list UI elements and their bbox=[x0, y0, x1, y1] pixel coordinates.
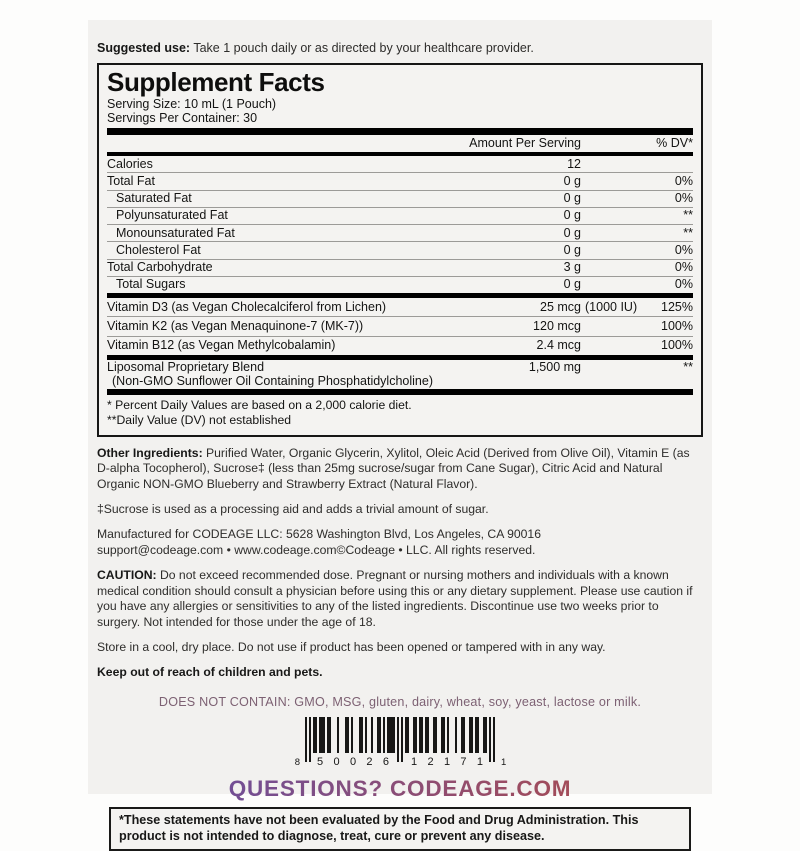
nutrient-amount: 120 mcg bbox=[533, 318, 581, 333]
svg-text:8: 8 bbox=[294, 756, 300, 768]
servings-per-container: Servings Per Container: 30 bbox=[107, 110, 258, 125]
table-row bbox=[107, 259, 693, 276]
barcode bbox=[97, 716, 703, 775]
nutrient-name: Total Carbohydrate bbox=[107, 260, 213, 275]
table-row bbox=[107, 207, 693, 224]
storage-note: Store in a cool, dry place. Do not use if product has been opened or tampered with in any way. bbox=[97, 640, 606, 655]
nutrient-amount: 0 g bbox=[563, 191, 581, 206]
svg-text:50026: 50026 bbox=[317, 755, 389, 768]
nutrient-name: Polyunsaturated Fat bbox=[116, 208, 228, 223]
nutrient-dv: 0% bbox=[674, 277, 693, 292]
svg-text:1: 1 bbox=[501, 756, 507, 768]
nutrient-name: Total Sugars bbox=[116, 277, 186, 292]
nutrient-amount: 0 g bbox=[563, 277, 581, 292]
nutrient-name: Saturated Fat bbox=[116, 191, 192, 206]
nutrient-dv: 125% bbox=[661, 299, 693, 314]
caution-text: Do not exceed recommended dose. Pregnant or nursing mothers and individuals with a known medical condition should consult a physician before using this or any dietary supplement. Please use caution if you have any allergies or sensitivities to any of the listed ingredients. Discontinue use two weeks prior to surgery. Not intended for those under the age of 18. bbox=[97, 567, 693, 630]
column-percent-dv: % DV* bbox=[581, 132, 693, 155]
serving-size: Serving Size: 10 mL (1 Pouch) bbox=[107, 96, 277, 111]
table-row bbox=[107, 336, 693, 357]
column-amount-per-serving: Amount Per Serving bbox=[451, 132, 581, 155]
table-row bbox=[107, 190, 693, 207]
suggested-use-text: Take 1 pouch daily or as directed by your healthcare provider. bbox=[190, 41, 534, 55]
table-row bbox=[107, 296, 693, 317]
nutrient-amount: 0 g bbox=[563, 225, 581, 240]
footnote-dv-not-established: **Daily Value (DV) not established bbox=[107, 413, 292, 428]
nutrient-sublabel: (Non-GMO Sunflower Oil Containing Phosphatidylcholine) bbox=[112, 373, 433, 388]
nutrient-dv: 0% bbox=[674, 191, 693, 206]
panel-title: Supplement Facts bbox=[107, 67, 325, 98]
nutrient-dv: 100% bbox=[661, 318, 693, 333]
facts-footnotes bbox=[107, 389, 693, 428]
nutrient-name: Total Fat bbox=[107, 173, 155, 188]
facts-header-row bbox=[107, 132, 693, 155]
table-row bbox=[107, 173, 693, 190]
manufacturer-info bbox=[97, 527, 703, 559]
suggested-use bbox=[97, 40, 703, 56]
nutrient-name: Vitamin B12 (as Vegan Methylcobalamin) bbox=[107, 338, 336, 353]
nutrient-name: Monounsaturated Fat bbox=[116, 225, 235, 240]
table-row bbox=[107, 242, 693, 259]
caution-label: CAUTION: bbox=[97, 567, 157, 582]
facts-table-body bbox=[107, 154, 693, 389]
facts-table bbox=[107, 128, 693, 389]
nutrient-name: Cholesterol Fat bbox=[116, 242, 201, 257]
supplement-facts-panel bbox=[97, 63, 703, 436]
nutrient-amount: 3 g bbox=[563, 260, 581, 275]
nutrient-name: Calories bbox=[107, 156, 153, 171]
table-row bbox=[107, 357, 693, 389]
does-not-contain: DOES NOT CONTAIN: GMO, MSG, gluten, dairy, wheat, soy, yeast, lactose or milk. bbox=[158, 694, 642, 709]
other-ingredients-text: Purified Water, Organic Glycerin, Xylitol, Oleic Acid (Derived from Olive Oil), Vitamin E (as D-alpha Tocopherol), Sucrose‡ (less than 25mg sucrose/sugar from Cane Sugar), Citric Acid and Natural Organic NON-GMO Blueberry and Strawberry Extract (Natural Flavor). bbox=[97, 445, 690, 492]
caution-note bbox=[97, 568, 703, 631]
supplement-label bbox=[88, 20, 712, 843]
nutrient-dv: 0% bbox=[674, 173, 693, 188]
keep-away-note: Keep out of reach of children and pets. bbox=[97, 665, 323, 679]
nutrient-dv: 0% bbox=[674, 242, 693, 257]
other-ingredients bbox=[97, 446, 703, 494]
nutrient-amount: 12 bbox=[567, 156, 581, 171]
table-row bbox=[107, 154, 693, 173]
nutrient-amount: 1,500 mg bbox=[528, 360, 581, 375]
manufacturer-contact: support@codeage.com • www.codeage.com©Codeage • LLC. All rights reserved. bbox=[97, 542, 536, 557]
other-ingredients-label: Other Ingredients: bbox=[97, 445, 203, 460]
table-row bbox=[107, 317, 693, 336]
nutrient-dv: ** bbox=[683, 360, 693, 375]
nutrient-name: Vitamin K2 (as Vegan Menaquinone-7 (MK-7)) bbox=[107, 318, 364, 333]
svg-text:12171: 12171 bbox=[411, 755, 483, 768]
nutrient-name: Liposomal Proprietary Blend (Non-GMO Sunflower Oil Containing Phosphatidylcholine) bbox=[107, 357, 451, 389]
nutrient-dv bbox=[581, 154, 693, 173]
suggested-use-label: Suggested use: bbox=[97, 41, 191, 55]
column-nutrient bbox=[107, 132, 451, 155]
footnote-daily-values: * Percent Daily Values are based on a 2,000 calorie diet. bbox=[107, 398, 412, 413]
questions-website: QUESTIONS? CODEAGE.COM bbox=[97, 776, 703, 802]
nutrient-dv: ** bbox=[683, 208, 693, 223]
fda-disclaimer-box: *These statements have not been evaluated by the Food and Drug Administration. This product is not intended to diagnose, treat, cure or prevent any disease. bbox=[109, 807, 691, 851]
nutrient-dv: ** bbox=[683, 225, 693, 240]
nutrient-amount: 0 g bbox=[563, 208, 581, 223]
manufacturer-address: Manufactured for CODEAGE LLC: 5628 Washington Blvd, Los Angeles, CA 90016 bbox=[97, 526, 541, 541]
nutrient-amount: 0 g bbox=[563, 242, 581, 257]
nutrient-amount-note: (1000 IU) bbox=[585, 299, 638, 314]
sucrose-note: ‡Sucrose is used as a processing aid and adds a trivial amount of sugar. bbox=[97, 502, 489, 517]
barcode-image bbox=[291, 716, 509, 770]
table-row bbox=[107, 225, 693, 242]
table-row bbox=[107, 276, 693, 295]
nutrient-amount: 0 g bbox=[563, 173, 581, 188]
nutrient-dv: 100% bbox=[661, 338, 693, 353]
nutrient-amount: 2.4 mcg bbox=[536, 338, 581, 353]
nutrient-name: Vitamin D3 (as Vegan Cholecalciferol from Lichen) bbox=[107, 299, 387, 314]
nutrient-amount: 25 mcg (1000 IU) bbox=[540, 299, 638, 314]
nutrient-dv: 0% bbox=[674, 260, 693, 275]
